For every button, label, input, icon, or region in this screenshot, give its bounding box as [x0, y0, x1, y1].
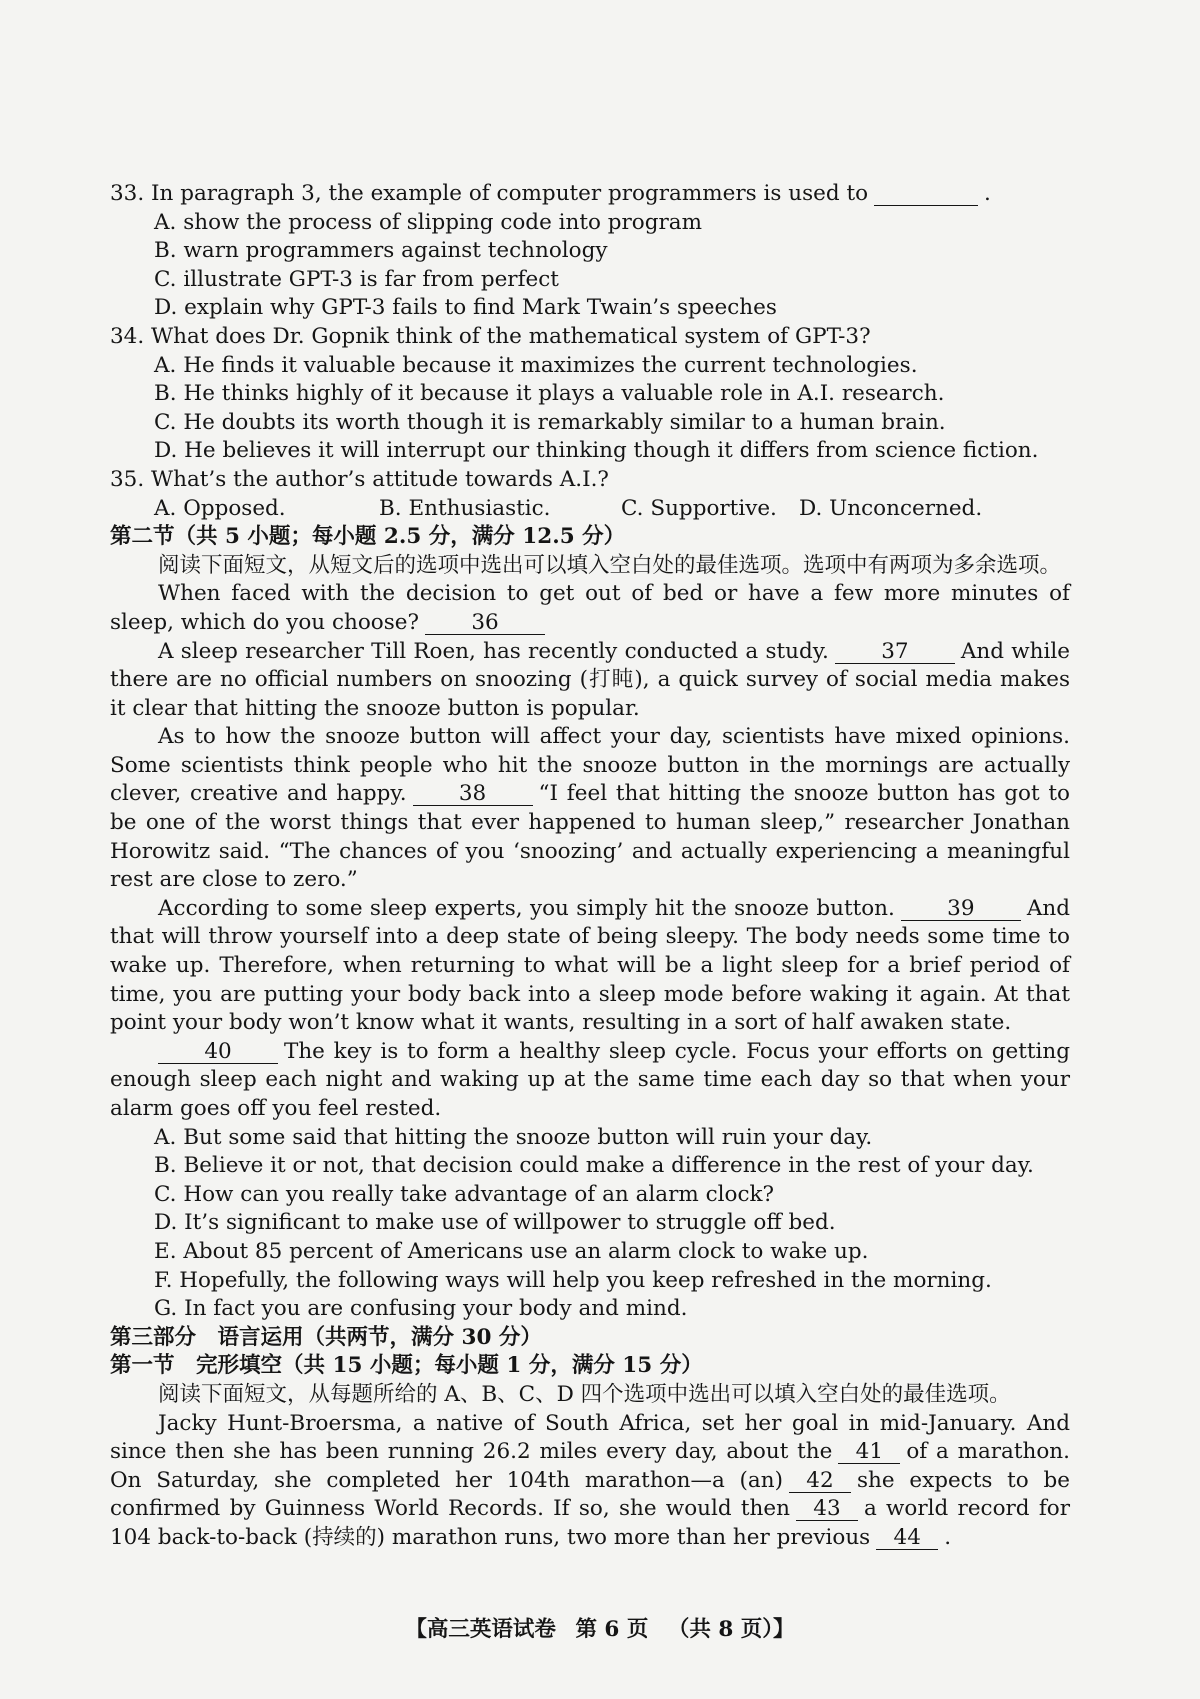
q33-option-a: A. show the process of slipping code into program — [154, 209, 702, 235]
q34-option-b: B. He thinks highly of it because it plays a valuable role in A.I. research. — [154, 381, 945, 407]
footer-exam-title: 【高三英语试卷 — [405, 1617, 556, 1642]
question-33-stem: 33. In paragraph 3, the example of computer programmers is used to . — [110, 181, 991, 206]
footer-page-number: 第 6 页 — [575, 1617, 649, 1642]
s2-option-a: A. But some said that hitting the snooze button will ruin your day. — [154, 1124, 873, 1150]
s2-option-f: F. Hopefully, the following ways will help you keep refreshed in the morning. — [154, 1267, 992, 1293]
answer-blank-37: 37 — [835, 641, 955, 664]
page-content — [110, 180, 1070, 1553]
page-footer — [0, 1612, 1200, 1643]
q33-option-d: D. explain why GPT-3 fails to find Mark Twain’s speeches — [154, 295, 777, 321]
q34-option-a: A. He finds it valuable because it maximizes the current technologies. — [154, 352, 918, 378]
s2-option-e: E. About 85 percent of Americans use an alarm clock to wake up. — [154, 1238, 869, 1264]
passage-paragraph-4: According to some sleep experts, you simply hit the snooze button. 39 And that will throw yourself into a deep state of being sleepy. The body needs some time to wake up. Therefore, when returning to what will be a light sleep for a brief period of time, you are putting your body back into a sleep mode before waking it again. At that point your body won’t know what it wants, resulting in a sort of half awaken state. — [110, 895, 1070, 1036]
q34-option-c: C. He doubts its worth though it is remarkably similar to a human brain. — [154, 409, 946, 435]
s2-option-b: B. Believe it or not, that decision could make a difference in the rest of your day. — [154, 1153, 1034, 1179]
q33-option-c: C. illustrate GPT-3 is far from perfect — [154, 266, 559, 292]
question-34-stem: 34. What does Dr. Gopnik think of the mathematical system of GPT-3? — [110, 323, 871, 349]
passage-paragraph-3: As to how the snooze button will affect your day, scientists have mixed opinions. Some scientists think people who hit the snooze button in the mornings are actually clever, creative and happy. 38 “I feel that hitting the snooze button has got to be one of the worst things that ever happened to human sleep,” researcher Jonathan Horowitz said. “The chances of you ‘snoozing’ and actually experiencing a meaningful rest are close to zero.” — [110, 724, 1070, 893]
part3-heading: 第三部分 语言运用（共两节，满分 30 分） — [110, 1324, 542, 1350]
section2-heading: 第二节（共 5 小题；每小题 2.5 分，满分 12.5 分） — [110, 524, 626, 550]
answer-blank-40: 40 — [158, 1041, 278, 1064]
s2-option-g: G. In fact you are confusing your body and mind. — [154, 1296, 688, 1322]
s2-option-c: C. How can you really take advantage of an alarm clock? — [154, 1181, 775, 1207]
answer-blank-42: 42 — [789, 1470, 851, 1493]
s2-option-d: D. It’s significant to make use of willpower to struggle off bed. — [154, 1210, 836, 1236]
section2-instruction: 阅读下面短文，从短文后的选项中选出可以填入空白处的最佳选项。选项中有两项为多余选项。 — [158, 552, 1062, 578]
answer-blank-44: 44 — [876, 1527, 938, 1550]
part3-subheading: 第一节 完形填空（共 15 小题；每小题 1 分，满分 15 分） — [110, 1353, 703, 1379]
passage-paragraph-2: A sleep researcher Till Roen, has recently conducted a study. 37 And while there are no official numbers on snoozing (打盹), a quick survey of social media makes it clear that hitting the snooze button is popular. — [110, 638, 1070, 721]
part3-instruction: 阅读下面短文，从每题所给的 A、B、C、D 四个选项中选出可以填入空白处的最佳选项。 — [158, 1381, 1011, 1407]
passage-paragraph-5: 40 The key is to form a healthy sleep cycle. Focus your efforts on getting enough sleep each night and waking up at the same time each day so that when your alarm goes off you feel rested. — [110, 1038, 1070, 1121]
question-35-stem: 35. What’s the author’s attitude towards A.I.? — [110, 466, 609, 492]
cloze-paragraph: Jacky Hunt-Broersma, a native of South Africa, set her goal in mid-January. And since then she has been running 26.2 miles every day, about the 41 of a marathon. On Saturday, she completed her 104th marathon—a (an) 42 she expects to be confirmed by Guinness World Records. If so, she would then 43 a world record for 104 back-to-back (持续的) marathon runs, two more than her previous 44 . — [110, 1410, 1070, 1550]
q35-option-a: A. Opposed. — [154, 495, 286, 521]
answer-blank-36: 36 — [425, 612, 545, 635]
q33-option-b: B. warn programmers against technology — [154, 238, 608, 264]
q34-option-d: D. He believes it will interrupt our thinking though it differs from science fiction. — [154, 438, 1039, 464]
answer-blank-33 — [874, 183, 978, 206]
passage-paragraph-1: When faced with the decision to get out of bed or have a few more minutes of sleep, which do you choose? 36 — [110, 581, 1070, 635]
answer-blank-38: 38 — [413, 783, 533, 806]
footer-total-pages: （共 8 页）】 — [667, 1617, 795, 1642]
answer-blank-39: 39 — [901, 898, 1021, 921]
q35-option-c: C. Supportive. — [621, 495, 777, 521]
q35-options — [154, 495, 1070, 524]
q35-option-d: D. Unconcerned. — [799, 495, 983, 521]
answer-blank-41: 41 — [838, 1441, 900, 1464]
q35-option-b: B. Enthusiastic. — [379, 495, 551, 521]
answer-blank-43: 43 — [796, 1498, 858, 1521]
